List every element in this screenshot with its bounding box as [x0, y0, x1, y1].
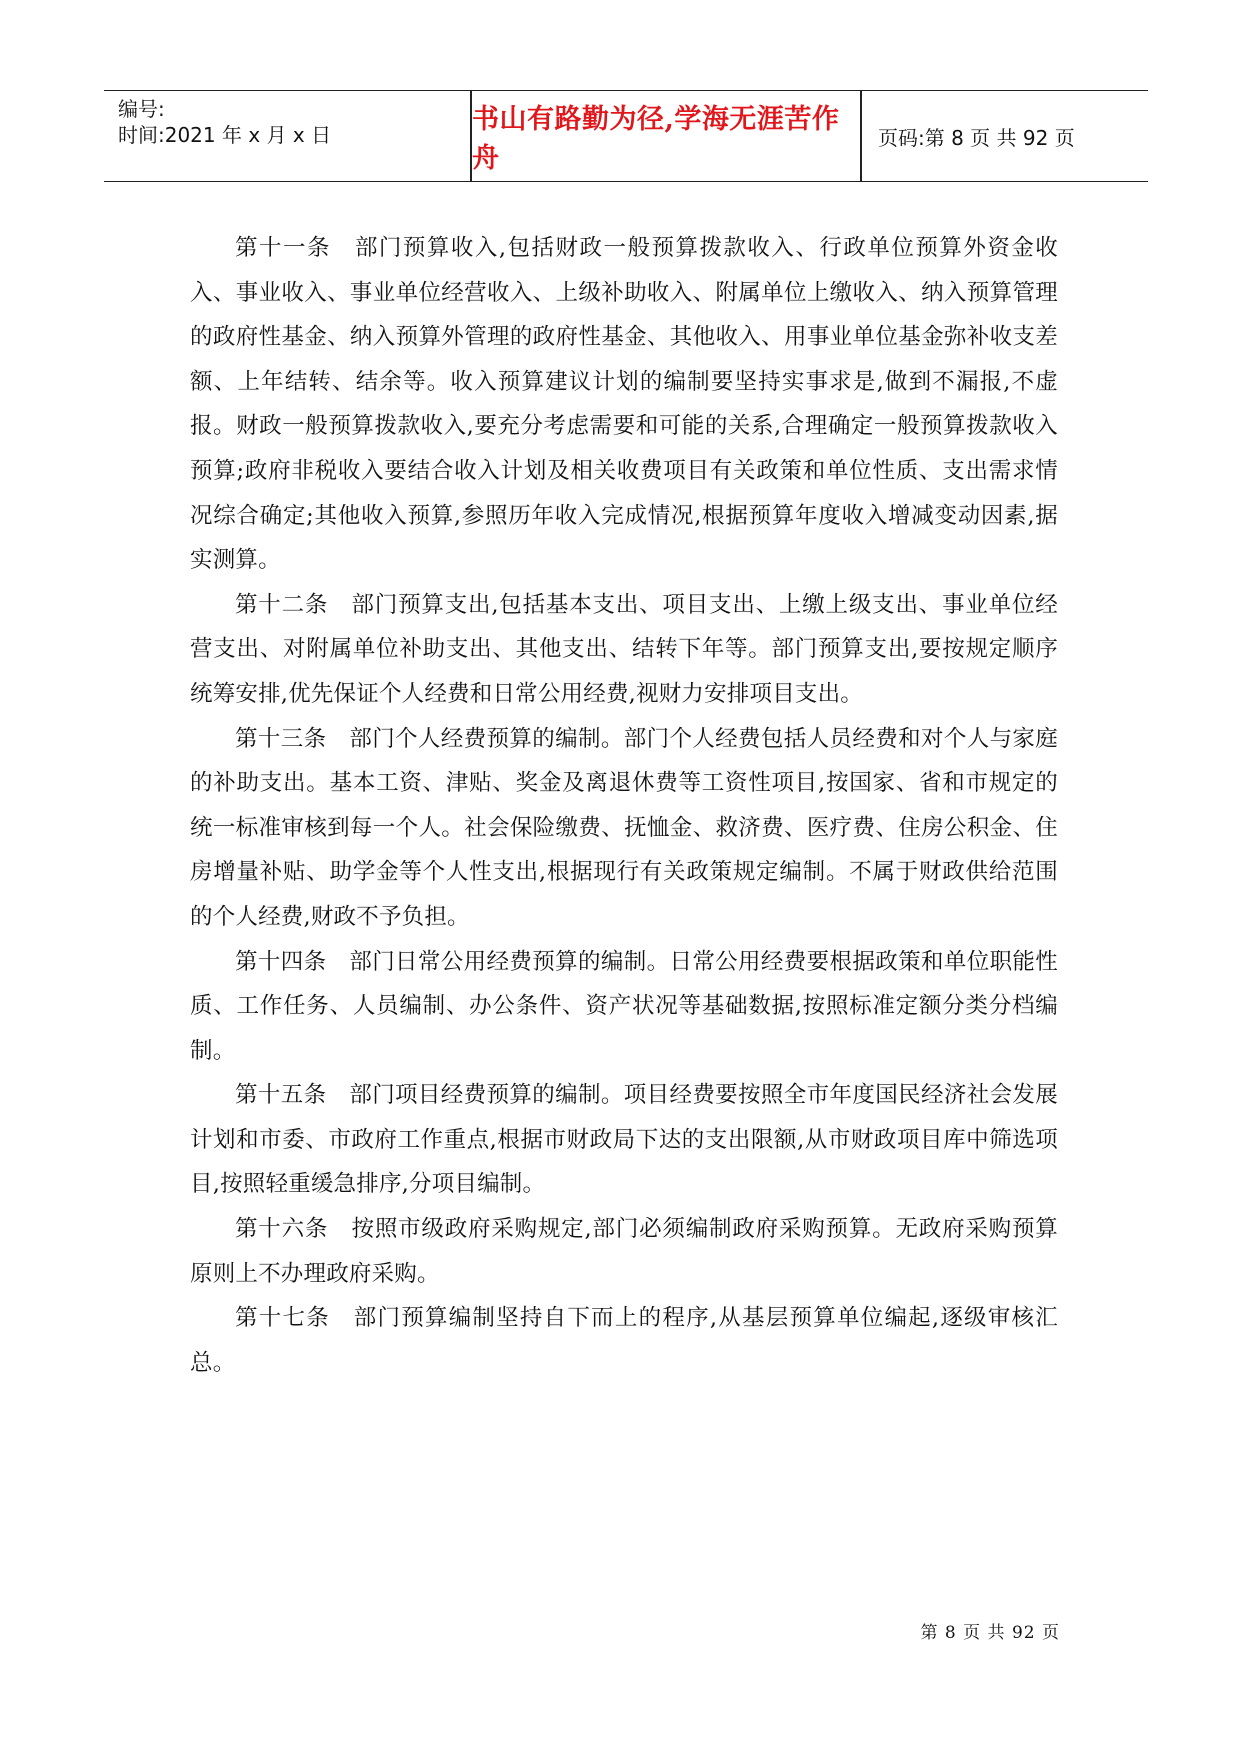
header-meta	[118, 91, 470, 181]
article-17: 第十七条 部门预算编制坚持自下而上的程序,从基层预算单位编起,逐级审核汇总。	[190, 1305, 1058, 1376]
article-15: 第十五条 部门项目经费预算的编制。项目经费要按照全市年度国民经济社会发展计划和市委、市政府工作重点,根据市财政局下达的支出限额,从市财政项目库中筛选项目,按照轻重缓急排序,分项目编制。	[190, 1082, 1058, 1198]
page-header	[104, 90, 1148, 182]
document-body	[190, 226, 1058, 1385]
article-12: 第十二条 部门预算支出,包括基本支出、项目支出、上缴上级支出、事业单位经营支出、对附属单位补助支出、其他支出、结转下年等。部门预算支出,要按规定顺序统筹安排,优先保证个人经费和日常公用经费,视财力安排项目支出。	[190, 591, 1058, 707]
article-13: 第十三条 部门个人经费预算的编制。部门个人经费包括人员经费和对个人与家庭的补助支出。基本工资、津贴、奖金及离退休费等工资性项目,按国家、省和市规定的统一标准审核到每一个人。社会保险缴费、抚恤金、救济费、医疗费、住房公积金、住房增量补贴、助学金等个人性支出,根据现行有关政策规定编制。不属于财政供给范围的个人经费,财政不予负担。	[190, 725, 1058, 930]
article-16: 第十六条 按照市级政府采购规定,部门必须编制政府采购预算。无政府采购预算原则上不办理政府采购。	[190, 1216, 1058, 1287]
article-14: 第十四条 部门日常公用经费预算的编制。日常公用经费要根据政策和单位职能性质、工作任务、人员编制、办公条件、资产状况等基础数据,按照标准定额分类分档编制。	[190, 948, 1058, 1064]
header-motto: 书山有路勤为径,学海无涯苦作舟	[472, 104, 840, 174]
page-footer: 第 8 页 共 92 页	[920, 1623, 1060, 1643]
document-time-label: 时间:2021 年 x 月 x 日	[118, 123, 332, 147]
article-11: 第十一条 部门预算收入,包括财政一般预算拨款收入、行政单位预算外资金收入、事业收入、事业单位经营收入、上级补助收入、附属单位上缴收入、纳入预算管理的政府性基金、纳入预算外管理的政府性基金、其他收入、用事业单位基金弥补收支差额、上年结转、结余等。收入预算建议计划的编制要坚持实事求是,做到不漏报,不虚报。财政一般预算拨款收入,要充分考虑需要和可能的关系,合理确定一般预算拨款收入预算;政府非税收入要结合收入计划及相关收费项目有关政策和单位性质、支出需求情况综合确定;其他收入预算,参照历年收入完成情况,根据预算年度收入增减变动因素,据实测算。	[190, 235, 1058, 574]
document-number-label: 编号:	[118, 97, 165, 121]
header-divider-right	[860, 91, 862, 181]
header-page-code: 页码:第 8 页 共 92 页	[878, 125, 1075, 150]
